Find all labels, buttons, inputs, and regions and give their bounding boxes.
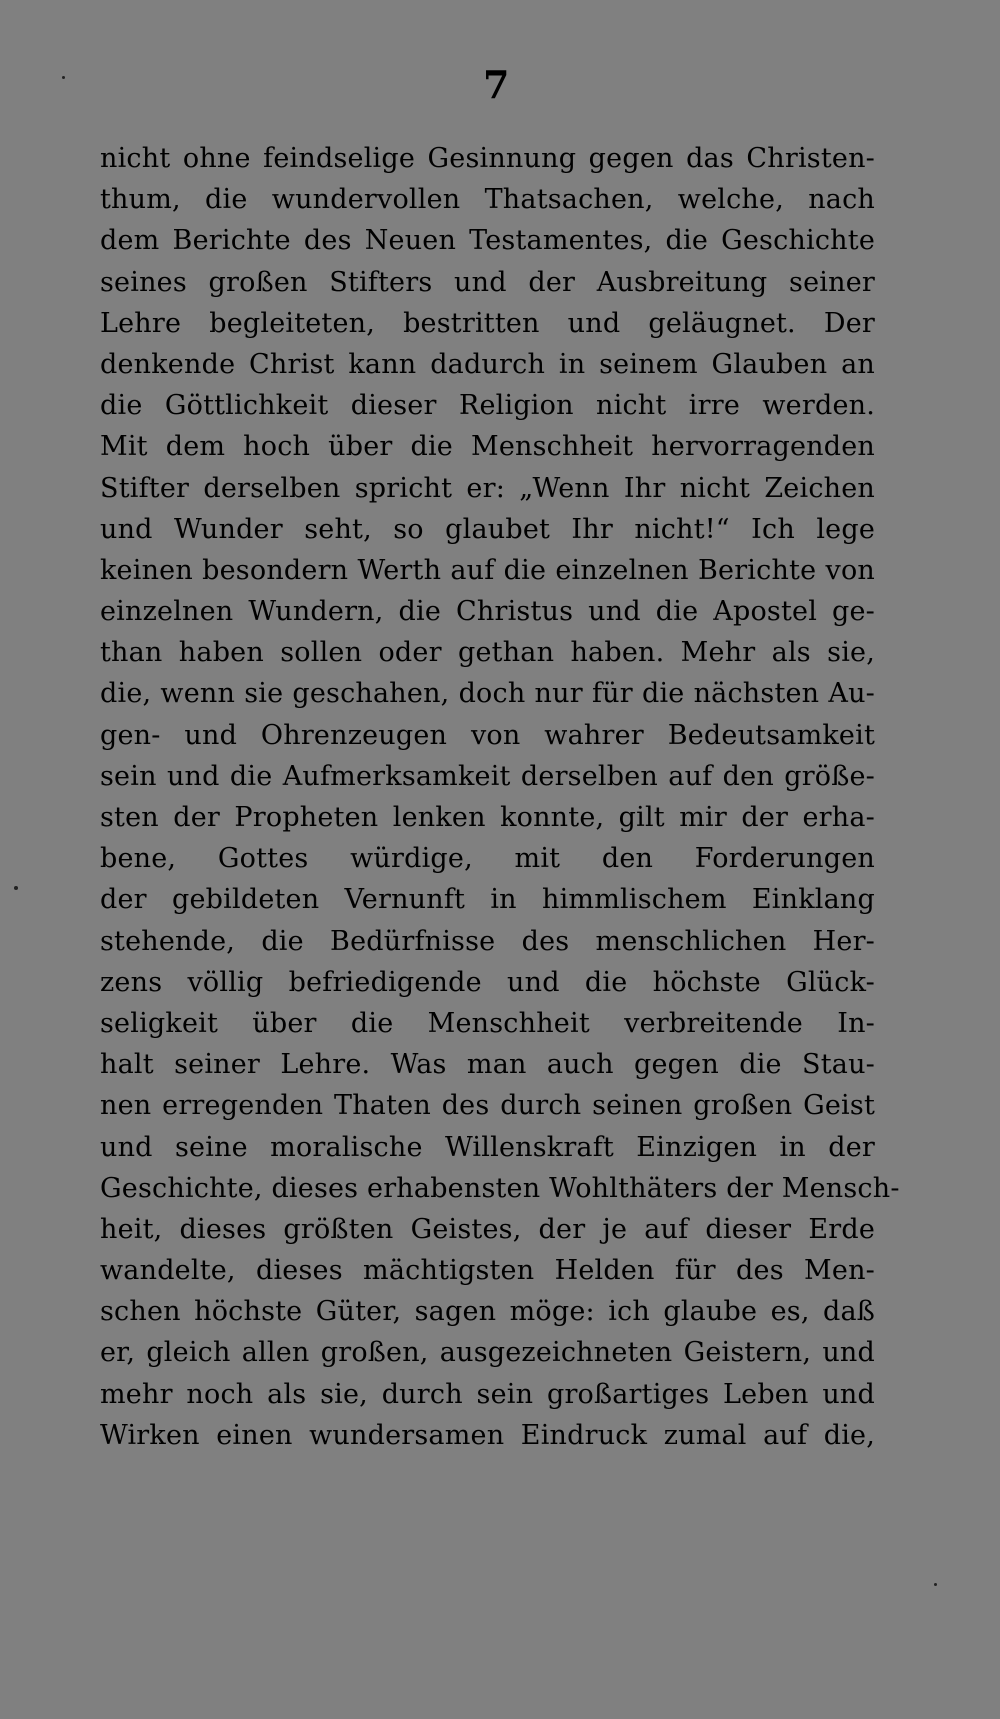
text-line: die, wenn sie geschahen, doch nur für die nächsten Au-	[100, 678, 875, 710]
text-line: er, gleich allen großen, ausgezeichneten Geistern, und	[100, 1337, 875, 1369]
text-line: seines großen Stifters und der Ausbreitung seiner	[100, 266, 875, 298]
text-line: seligkeit über die Menschheit verbreitende In-	[100, 1007, 875, 1039]
text-line: Geschichte, dieses erhabensten Wohlthäters der Mensch-	[100, 1172, 900, 1204]
text-line: nen erregenden Thaten des durch seinen großen Geist	[100, 1090, 875, 1122]
text-line: und seine moralische Willenskraft Einzigen in der	[100, 1131, 875, 1163]
text-line: zens völlig befriedigende und die höchste Glück-	[100, 966, 875, 998]
text-line: sten der Propheten lenken konnte, gilt mir der erha-	[100, 802, 875, 833]
text-line: nicht ohne feindselige Gesinnung gegen das Christen-	[100, 143, 875, 174]
scan-speck	[62, 76, 65, 79]
text-line: than haben sollen oder gethan haben. Mehr als sie,	[100, 637, 875, 669]
text-line: keinen besondern Werth auf die einzelnen Berichte von	[100, 554, 875, 586]
text-line: stehende, die Bedürfnisse des menschlichen Her-	[100, 925, 875, 957]
text-line: Lehre begleiteten, bestritten und geläugnet. Der	[100, 307, 875, 339]
text-line: thum, die wundervollen Thatsachen, welche, nach	[100, 184, 875, 216]
text-line: Mit dem hoch über die Menschheit hervorragenden	[100, 431, 875, 463]
text-line: schen höchste Güter, sagen möge: ich glaube es, daß	[100, 1296, 875, 1328]
text-line: die Göttlichkeit dieser Religion nicht irre werden.	[100, 390, 875, 422]
text-line: halt seiner Lehre. Was man auch gegen die Stau-	[100, 1049, 875, 1081]
scan-speck	[934, 1583, 937, 1586]
text-line: denkende Christ kann dadurch in seinem Glauben an	[100, 348, 875, 380]
text-line: und Wunder seht, so glaubet Ihr nicht!“ Ich lege	[100, 513, 875, 545]
text-line: wandelte, dieses mächtigsten Helden für des Men-	[100, 1255, 875, 1287]
text-line: Stifter derselben spricht er: „Wenn Ihr nicht Zeichen	[100, 472, 875, 504]
page-number: 7	[483, 62, 510, 107]
text-line: dem Berichte des Neuen Testamentes, die Geschichte	[100, 225, 875, 257]
text-line: Wirken einen wundersamen Eindruck zumal auf die,	[100, 1419, 875, 1451]
text-line: heit, dieses größten Geistes, der je auf dieser Erde	[100, 1213, 875, 1245]
text-line: einzelnen Wundern, die Christus und die Apostel ge-	[100, 596, 875, 628]
body-text	[100, 138, 900, 1456]
text-line: sein und die Aufmerksamkeit derselben auf den größe-	[100, 760, 875, 792]
scan-speck	[14, 886, 18, 890]
text-line: bene, Gottes würdige, mit den Forderungen	[100, 843, 875, 875]
text-line: der gebildeten Vernunft in himmlischem Einklang	[100, 884, 875, 916]
text-line: gen- und Ohrenzeugen von wahrer Bedeutsamkeit	[100, 719, 875, 751]
text-line: mehr noch als sie, durch sein großartiges Leben und	[100, 1378, 875, 1410]
